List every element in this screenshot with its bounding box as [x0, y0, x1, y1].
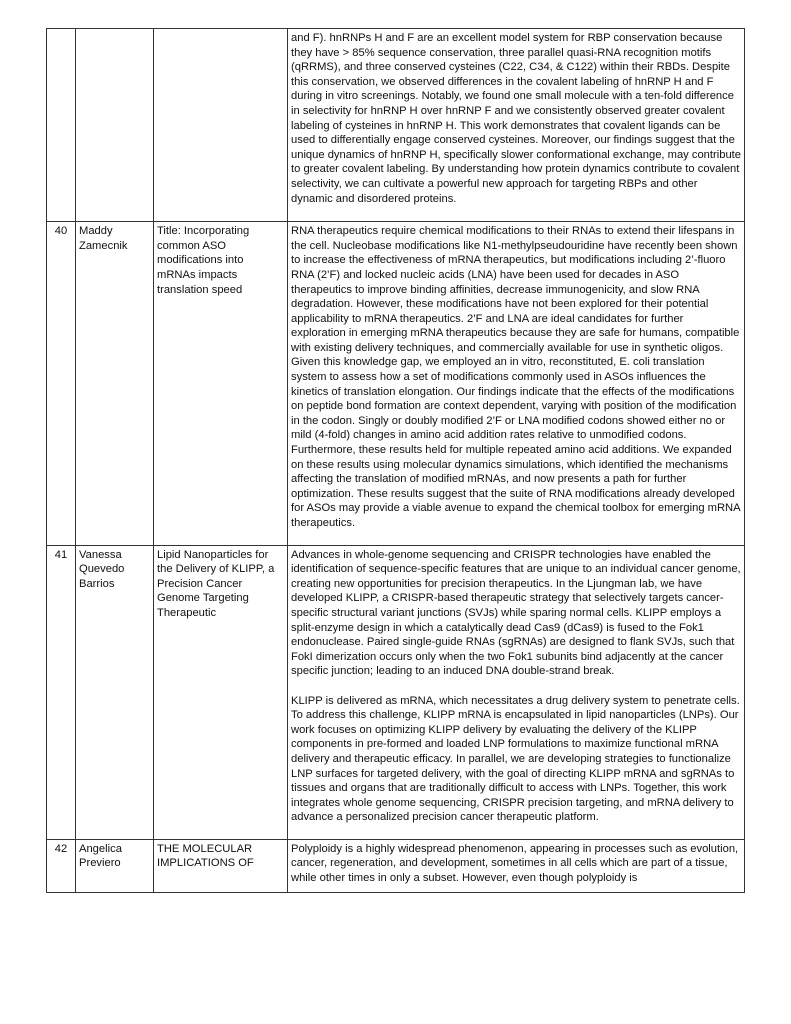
abstract-paragraph: KLIPP is delivered as mRNA, which necessitates a drug delivery system to penetrate cells. To address this challenge, KLIPP mRNA is encapsulated in lipid nanoparticles (LNPs). Our work focuses on optimizing KLIPP delivery by evaluating the delivery of the KLIPP components in pre-formed and loaded LNP formulations to maximize functional mRNA delivery and therapeutic efficacy. In parallel, we are developing strategies to functionalize LNP surfaces for targeted delivery, with the goal of directing KLIPP mRNA and sgRNAs to tissues and organs that are traditionally difficult to access with LNPs. Together, this work integrates whole genome sequencing, CRISPR precision targeting, and mRNA delivery to advance a personalized precision cancer therapeutic platform.: [291, 694, 740, 824]
entry-number: 41: [47, 545, 76, 839]
presenter-name: [76, 29, 154, 222]
abstract-paragraph: and F). hnRNPs H and F are an excellent model system for RBP conservation because they have > 85% sequence conservation, three parallel quasi-RNA recognition motifs (qRRMS), and three conserved cysteines (C22, C34, & C122) within their RBDs. Despite this conservation, we observed differences in the covalent labeling of hnRNP H and F during in vitro screenings. Notably, we found one small molecule with a ten-fold difference in selectivity for hnRNP H over hnRNP F and we consistently observed greater covalent labeling of cysteines in hnRNP H. This work demonstrates that covalent ligands can be used to differentially engage conserved cysteines. Moreover, our findings suggest that the unique dynamics of hnRNP H, specifically slower conformational exchange, may contribute to greater covalent labeling. By understanding how protein dynamics contribute to covalent selectivity, we can cultivate a powerful new approach for targeting RBPs and other dynamic and disordered proteins.: [291, 32, 742, 205]
abstract-text: [288, 29, 745, 222]
abstract-title: THE MOLECULAR IMPLICATIONS OF: [154, 839, 288, 892]
abstract-paragraph: Polyploidy is a highly widespread phenomenon, appearing in processes such as evolution, cancer, regeneration, and development, sometimes in all cells which are part of a tissue, while other times in only a subset. However, even though polyploidy is: [291, 842, 739, 885]
abstract-text: [288, 222, 745, 545]
abstract-title: Lipid Nanoparticles for the Delivery of KLIPP, a Precision Cancer Genome Targeting Therapeutic: [154, 545, 288, 839]
document-page: [46, 28, 744, 893]
entry-number: [47, 29, 76, 222]
entry-number: 40: [47, 222, 76, 545]
abstract-text: [288, 839, 745, 892]
abstract-title: [154, 29, 288, 222]
abstracts-table: [46, 28, 745, 893]
table-row: [47, 839, 745, 892]
abstract-title: Title: Incorporating common ASO modifications into mRNAs impacts translation speed: [154, 222, 288, 545]
presenter-name: Angelica Previero: [76, 839, 154, 892]
presenter-name: Maddy Zamecnik: [76, 222, 154, 545]
abstract-text: [288, 545, 745, 839]
table-row: [47, 222, 745, 545]
entry-number: 42: [47, 839, 76, 892]
table-row: [47, 29, 745, 222]
presenter-name: Vanessa Quevedo Barrios: [76, 545, 154, 839]
table-row: [47, 545, 745, 839]
abstract-paragraph: Advances in whole-genome sequencing and CRISPR technologies have enabled the identification of sequence-specific features that are unique to an individual cancer genome, creating new opportunities for precision therapeutics. In the Ljungman lab, we have developed KLIPP, a CRISPR-based therapeutic strategy that selectively targets cancer-specific structural variant junctions (SVJs) while sparing normal cells. KLIPP employs a split-enzyme design in which a catalytically dead Cas9 (dCas9) is fused to the Fok1 endonuclease. Paired single-guide RNAs (sgRNAs) are designed to flank SVJs, such that FokI dimerization occurs only when the two Fok1 subunits bind adjacently at the cancer specific junction; leading to an induced DNA double-strand break.: [291, 548, 741, 678]
abstract-paragraph: RNA therapeutics require chemical modifications to their RNAs to extend their lifespans in the cell. Nucleobase modifications like N1-methylpseudouridine have recently been shown to increase the effectiveness of mRNA therapeutics, but modifications including 2’-fluoro RNA (2’F) and locked nucleic acids (LNA) have been used for decades in ASO therapeutics to improve binding affinities, decrease immunogenicity, and slow RNA degradation. However, these modifications have not been explored for their potential applicability to mRNA therapeutics. 2’F and LNA are ideal candidates for further exploration in emerging mRNA therapeutics because they are safe for humans, compatible with existing delivery techniques, and commercially available for use in synthetic oligos. Given this knowledge gap, we employed an in vitro, reconstituted, E. coli translation system to assess how a set of modifications commonly used in ASOs influences the kinetics of translation elongation. Our findings indicate that the effects of the modifications on peptide bond formation are context dependent, varying with position of the modification in the codon. Singly or doubly modified 2’F or LNA modified codons showed either no or mild (4-fold) changes in amino acid addition rates relative to unmodified codons. Furthermore, these results held for multiple repeated amino acid additions. We expanded on these results using molecular dynamics simulations, which identified the mechanisms affecting the translation of modified mRNAs, and now presents a path for further optimization. These results suggest that the suite of RNA modifications already developed for ASOs may provide a viable avenue to expand the chemical toolbox for emerging mRNA therapeutics.: [291, 225, 740, 529]
